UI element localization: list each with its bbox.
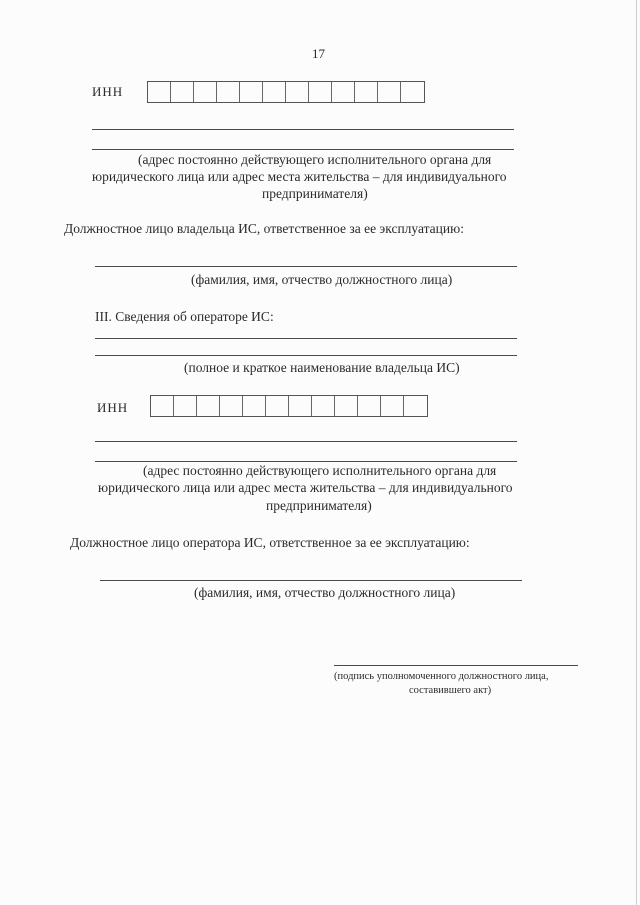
- operator-inn-cell[interactable]: [151, 396, 174, 416]
- operator-inn-cell[interactable]: [243, 396, 266, 416]
- owner-address-line-2[interactable]: [92, 149, 514, 150]
- owner-inn-cell[interactable]: [217, 82, 240, 102]
- owner-inn-cell[interactable]: [309, 82, 332, 102]
- operator-address-line-1[interactable]: [95, 441, 517, 442]
- owner-inn-boxes[interactable]: [147, 81, 425, 103]
- owner-inn-cell[interactable]: [401, 82, 424, 102]
- owner-inn-cell[interactable]: [332, 82, 355, 102]
- operator-address-caption-2: юридического лица или адрес места жительства – для индивидуального: [98, 480, 513, 495]
- operator-address-line-2[interactable]: [95, 461, 517, 462]
- owner-address-caption-1: (адрес постоянно действующего исполнительного органа для: [138, 152, 492, 167]
- operator-official-line[interactable]: [100, 580, 522, 581]
- operator-official-heading: Должностное лицо оператора ИС, ответственное за ее эксплуатацию:: [70, 535, 470, 550]
- owner-official-line[interactable]: [95, 266, 517, 267]
- signature-caption-2: составившего акт): [409, 685, 492, 696]
- page-edge: [636, 0, 637, 905]
- owner-inn-cell[interactable]: [263, 82, 286, 102]
- owner-inn-cell[interactable]: [240, 82, 263, 102]
- operator-name-line-1[interactable]: [95, 338, 517, 339]
- owner-inn-cell[interactable]: [171, 82, 194, 102]
- operator-inn-cell[interactable]: [404, 396, 427, 416]
- operator-inn-cell[interactable]: [312, 396, 335, 416]
- operator-inn-cell[interactable]: [220, 396, 243, 416]
- owner-address-line-1[interactable]: [92, 129, 514, 130]
- operator-inn-cell[interactable]: [266, 396, 289, 416]
- operator-name-caption: (полное и краткое наименование владельца ИС): [184, 360, 460, 375]
- operator-inn-label: ИНН: [97, 400, 129, 415]
- operator-section-heading: III. Сведения об операторе ИС:: [95, 309, 274, 324]
- owner-inn-cell[interactable]: [355, 82, 378, 102]
- operator-inn-cell[interactable]: [289, 396, 312, 416]
- operator-official-caption: (фамилия, имя, отчество должностного лица): [194, 585, 456, 600]
- operator-address-caption-3: предпринимателя): [266, 498, 372, 513]
- operator-inn-boxes[interactable]: [150, 395, 428, 417]
- owner-inn-cell[interactable]: [286, 82, 309, 102]
- operator-name-line-2[interactable]: [95, 355, 517, 356]
- owner-address-caption-2: юридического лица или адрес места жительства – для индивидуального: [92, 169, 507, 184]
- operator-inn-cell[interactable]: [358, 396, 381, 416]
- owner-inn-cell[interactable]: [378, 82, 401, 102]
- owner-official-heading: Должностное лицо владельца ИС, ответственное за ее эксплуатацию:: [64, 221, 464, 236]
- signature-caption-1: (подпись уполномоченного должностного лица,: [334, 671, 549, 682]
- owner-inn-label: ИНН: [92, 84, 124, 99]
- owner-inn-cell[interactable]: [148, 82, 171, 102]
- owner-official-caption: (фамилия, имя, отчество должностного лица): [191, 272, 453, 287]
- operator-inn-cell[interactable]: [197, 396, 220, 416]
- operator-inn-cell[interactable]: [174, 396, 197, 416]
- operator-inn-cell[interactable]: [381, 396, 404, 416]
- operator-address-caption-1: (адрес постоянно действующего исполнительного органа для: [143, 463, 497, 478]
- signature-line[interactable]: [334, 665, 578, 666]
- operator-inn-cell[interactable]: [335, 396, 358, 416]
- page-number: 17: [312, 46, 325, 61]
- owner-address-caption-3: предпринимателя): [262, 186, 368, 201]
- owner-inn-cell[interactable]: [194, 82, 217, 102]
